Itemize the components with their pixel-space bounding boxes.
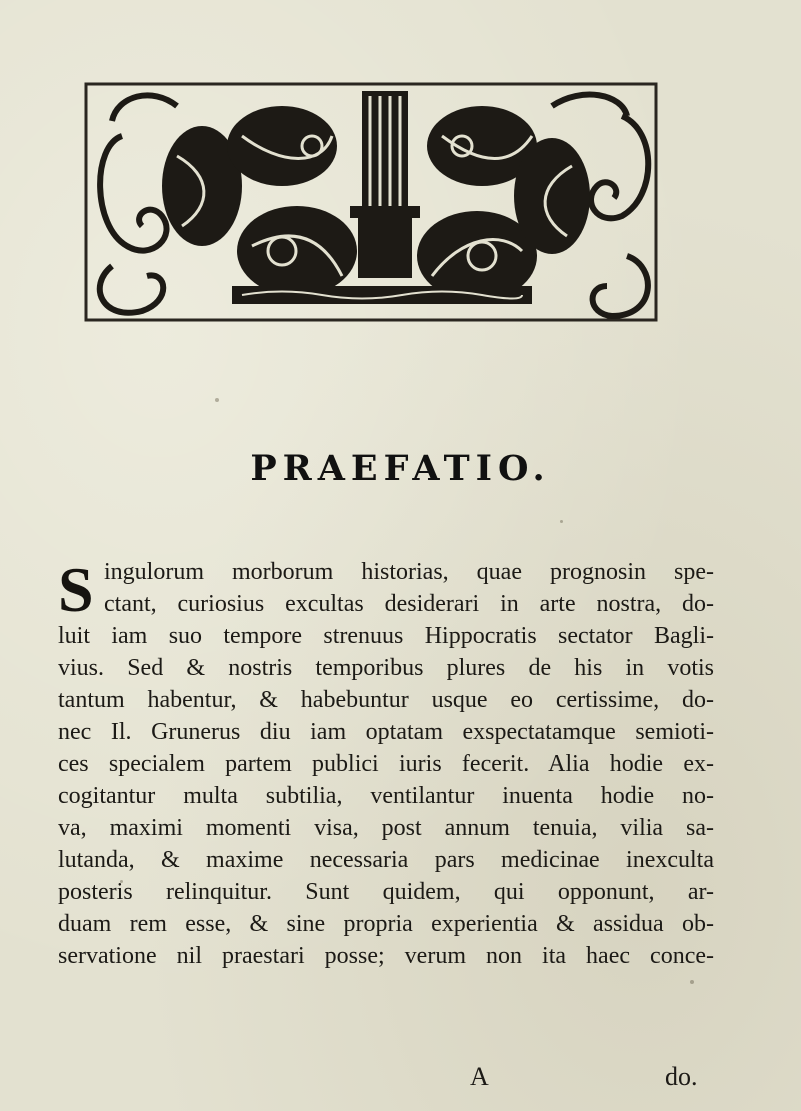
text-line: lutanda, & maxime necessaria pars medicinae inexculta — [58, 847, 714, 873]
text-line: va, maximi momenti visa, post annum tenuia, vilia sa- — [58, 815, 714, 841]
signature-mark: A — [470, 1062, 489, 1091]
paper-speck — [120, 880, 123, 883]
catchword: do. — [665, 1062, 698, 1091]
ornamental-headpiece — [82, 76, 660, 326]
text-line: luit iam suo tempore strenuus Hippocratis sectator Bagli- — [58, 623, 714, 649]
page-title: PRAEFATIO. — [250, 448, 551, 489]
text-line: cogitantur multa subtilia, ventilantur inuenta hodie no- — [58, 783, 714, 809]
text-line: duam rem esse, & sine propria experientia & assidua ob- — [58, 911, 714, 937]
text-line: ingulorum morborum historias, quae prognosin spe- — [104, 559, 714, 585]
text-line: servatione nil praestari posse; verum non ita haec conce- — [58, 943, 714, 969]
paper-speck — [690, 980, 694, 984]
paper-speck — [560, 520, 563, 523]
drop-cap: S — [58, 554, 94, 625]
text-line: posteris relinquitur. Sunt quidem, qui opponunt, ar- — [58, 879, 714, 905]
text-line: nec Il. Grunerus diu iam optatam exspectatamque semioti- — [58, 719, 714, 745]
text-line: vius. Sed & nostris temporibus plures de his in votis — [58, 655, 714, 681]
text-line: tantum habentur, & habebuntur usque eo certissime, do- — [58, 687, 714, 713]
text-line: ces specialem partem publici iuris fecerit. Alia hodie ex- — [58, 751, 714, 777]
paper-speck — [215, 398, 219, 402]
body-text — [58, 556, 714, 972]
text-line: ctant, curiosius excultas desiderari in arte nostra, do- — [104, 591, 714, 617]
